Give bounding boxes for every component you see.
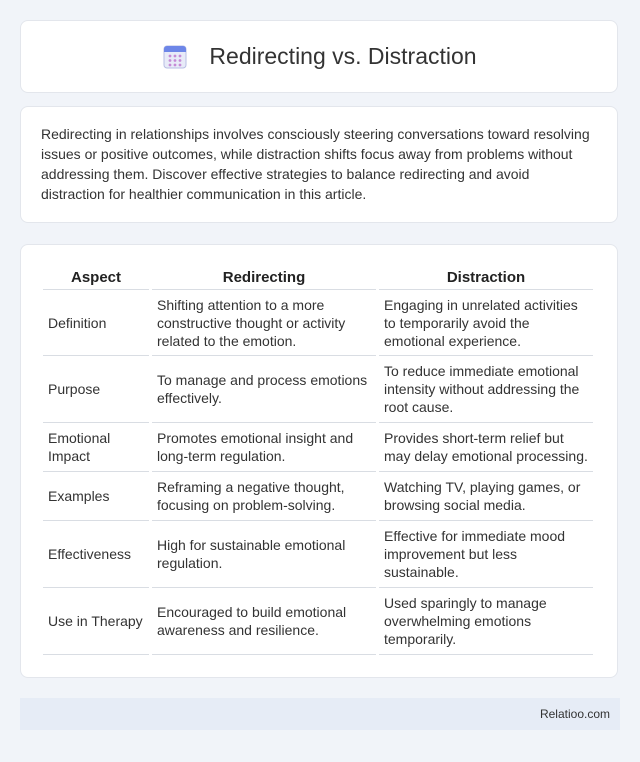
distraction-cell: Engaging in unrelated activities to temporarily avoid the emotional experience. [379,290,593,356]
page-title: Redirecting vs. Distraction [209,43,477,69]
column-header-aspect: Aspect [43,265,149,290]
distraction-cell: Used sparingly to manage overwhelming emotions temporarily. [379,588,593,655]
intro-text: Redirecting in relationships involves consciously steering conversations toward resolving issues or positive outcomes, while distraction shifts focus away from problems without addressing them. Discover effective strategies to balance redirecting and avoid distraction for healthier communication in this article. [41,126,590,202]
table-header-row [43,265,593,290]
intro-card [20,106,618,223]
table-row [43,472,593,521]
redirecting-cell: Promotes emotional insight and long-term regulation. [152,423,376,472]
comparison-card [20,244,618,678]
table-row [43,290,593,356]
aspect-cell: Examples [43,472,149,521]
distraction-cell: Provides short-term relief but may delay emotional processing. [379,423,593,472]
footer [20,698,620,730]
redirecting-cell: Reframing a negative thought, focusing on problem-solving. [152,472,376,521]
redirecting-cell: Encouraged to build emotional awareness and resilience. [152,588,376,655]
calendar-icon [161,43,189,71]
header-card [20,20,618,93]
table-row [43,521,593,588]
distraction-cell: To reduce immediate emotional intensity without addressing the root cause. [379,356,593,423]
redirecting-cell: Shifting attention to a more constructive thought or activity related to the emotion. [152,290,376,356]
table-row [43,423,593,472]
comparison-table [40,265,596,655]
aspect-cell: Definition [43,290,149,356]
column-header-distraction: Distraction [379,265,593,290]
redirecting-cell: High for sustainable emotional regulation. [152,521,376,588]
column-header-redirecting: Redirecting [152,265,376,290]
table-row [43,356,593,423]
aspect-cell: Emotional Impact [43,423,149,472]
aspect-cell: Purpose [43,356,149,423]
aspect-cell: Effectiveness [43,521,149,588]
distraction-cell: Effective for immediate mood improvement but less sustainable. [379,521,593,588]
redirecting-cell: To manage and process emotions effectively. [152,356,376,423]
aspect-cell: Use in Therapy [43,588,149,655]
distraction-cell: Watching TV, playing games, or browsing social media. [379,472,593,521]
footer-brand[interactable]: Relatioo.com [539,707,610,721]
table-row [43,588,593,655]
